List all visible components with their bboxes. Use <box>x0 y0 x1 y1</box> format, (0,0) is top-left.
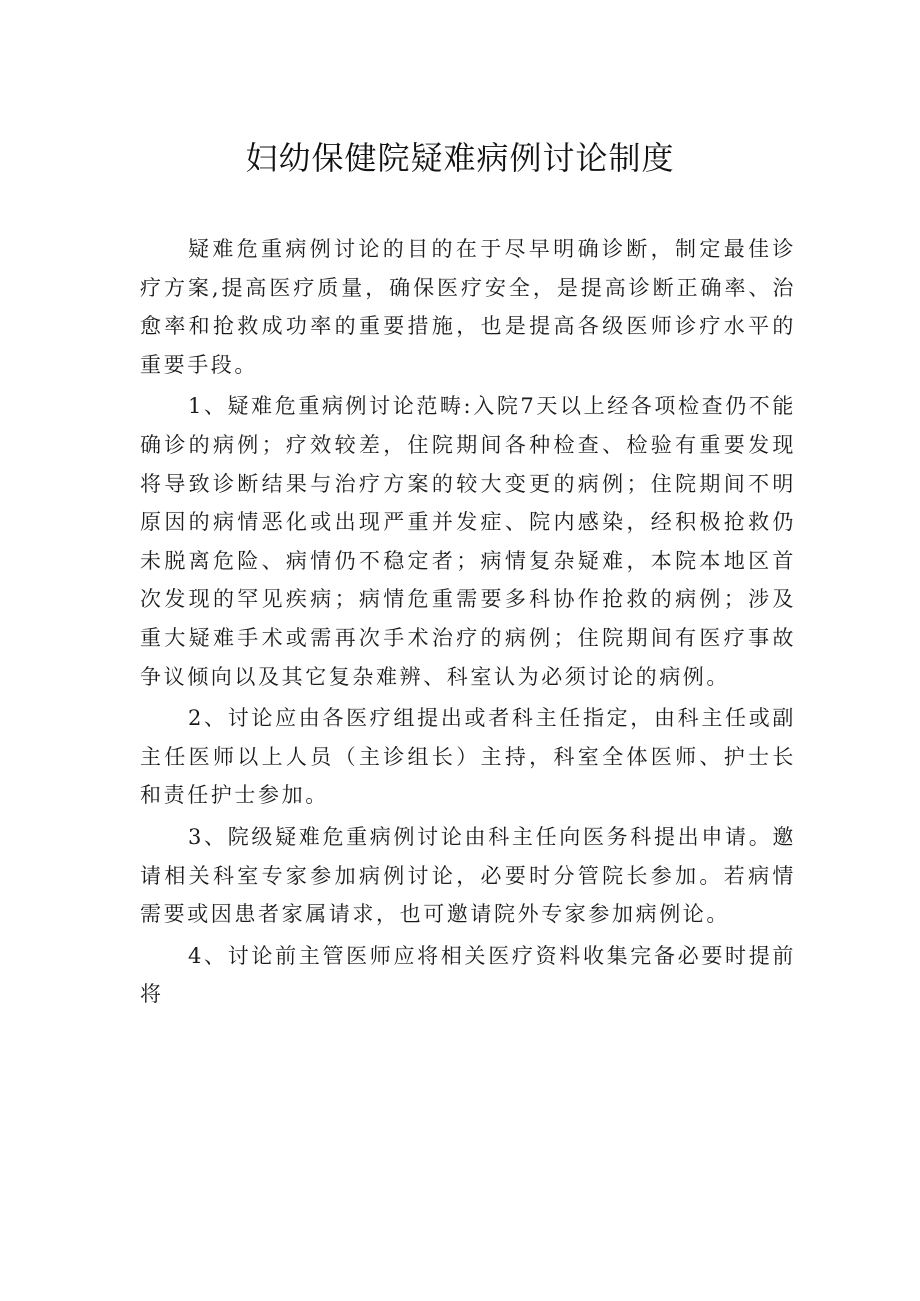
paragraph-intro: 疑难危重病例讨论的目的在于尽早明确诊断，制定最佳诊疗方案,提高医疗质量，确保医疗安全，是提高诊断正确率、治愈率和抢救成功率的重要措施，也是提高各级医师诊疗水平的重要手段。 <box>140 237 796 377</box>
paragraph-4-preparation: 4、讨论前主管医师应将相关医疗资料收集完备必要时提前将 <box>140 943 796 1007</box>
document-title: 妇幼保健院疑难病例讨论制度 <box>245 139 675 177</box>
document-body <box>140 230 796 1017</box>
paragraph-2-organizer: 2、讨论应由各医疗组提出或者科主任指定，由科主任或副主任医师以上人员（主诊组长）主持，科室全体医师、护士长和责任护士参加。 <box>140 706 796 808</box>
paragraph-3-hospital-level: 3、院级疑难危重病例讨论由科主任向医务科提出申请。邀请相关科室专家参加病例讨论，必要时分管院长参加。若病情需要或因患者家属请求，也可邀请院外专家参加病例论。 <box>140 824 796 927</box>
paragraph-1-scope: 1、疑难危重病例讨论范畴:入院7天以上经各项检查仍不能确诊的病例；疗效较差，住院期间各种检查、检验有重要发现将导致诊断结果与治疗方案的较大变更的病例；住院期间不明原因的病情恶化或出现严重并发症、院内感染，经积极抢救仍未脱离危险、病情仍不稳定者；病情复杂疑难，本院本地区首次发现的罕见疾病；病情危重需要多科协作抢救的病例；涉及重大疑难手术或需再次手术治疗的病例；住院期间有医疗事故争议倾向以及其它复杂难辨、科室认为必须讨论的病例。 <box>140 394 796 689</box>
